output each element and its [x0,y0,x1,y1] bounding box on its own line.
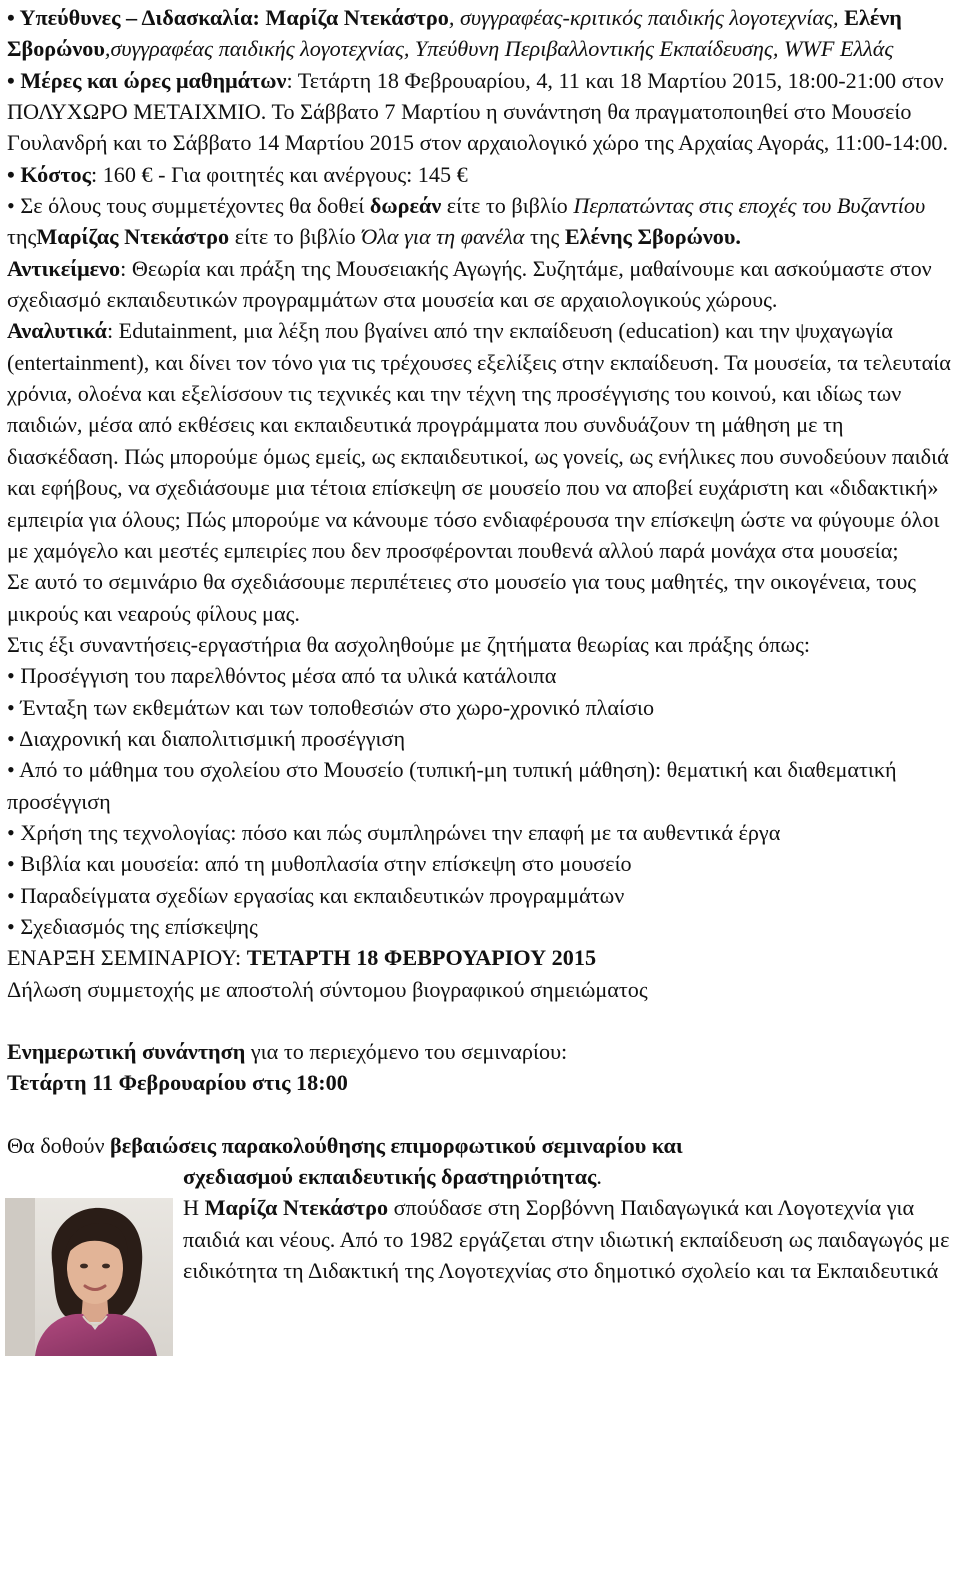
gift-author-2: Ελένης Σβορώνου [564,224,736,250]
topics-list [7,660,952,942]
list-item: • Προσέγγιση του παρελθόντος μέσα από τα υλικά κατάλοιπα [7,663,557,689]
responsible-name-2: Ελένη Σβορώνου [7,5,902,62]
spacer [7,1005,952,1036]
list-item: • Χρήση της τεχνολογίας: πόσο και πώς συμπληρώνει την επαφή με τα αυθεντικά έργα [7,819,781,845]
bio-paragraph [183,1192,952,1286]
list-item: • Βιβλία και μουσεία: από τη μυθοπλασία στην επίσκεψη στο μουσείο [7,851,632,877]
cost-paragraph [7,159,952,190]
bio-body: σπούδασε στη Σορβόννη Παιδαγωγικά και Λογοτεχνία για παιδιά και νέους. Από το 1982 εργάζεται στην ιδιωτική εκπαίδευση ως παιδαγωγός με ειδικότητα τη Διδακτική της Λογοτεχνίας στο δημοτικό σχολείο και τα Εκπαιδευτικά [183,1195,950,1284]
gift-book-1: Περπατώντας στις εποχές του Βυζαντίου [573,193,926,219]
analysis-paragraph [7,315,952,566]
certificates-bold: βεβαιώσεις παρακολούθησης επιμορφωτικού σεμιναρίου και [110,1132,683,1158]
subject-paragraph [7,253,952,316]
schedule-paragraph [7,65,952,159]
info-meeting-label: Ενημερωτική συνάντηση [7,1039,246,1064]
list-item: • Ένταξη των εκθεμάτων και των τοποθεσιών στο χωρο-χρονικό πλαίσιο [7,694,655,720]
bio-text [183,1192,952,1286]
gift-end: . [735,224,741,250]
gift-book-2: Όλα για τη φανέλα [361,224,525,250]
analysis-text: : Edutainment, μια λέξη που βγαίνει από την εκπαίδευση (education) και την ψυχαγωγία (entertainment), και δίνει τον τόνο για τις τρέχουσες εξελίξεις στην εκπαίδευση. Τα μουσεία, τα τελευταία χρόνια, ολοένα και εξελίσσουν τις τεχνικές και την τέχνη της προσέγγισης του κοινού, και ιδίως των παιδιών, μέσα από εκθέσεις και εκπαιδευτικά προγράμματα που συνδυάζουν τη μάθηση με τη διασκέδαση. Πώς μπορούμε όμως εμείς, ως εκπαιδευτικοί, ως γονείς, ως ενήλικες που συνοδεύουν παιδιά και εφήβους, να σχεδιάσουμε μια τέτοια επίσκεψη σε μουσείο που να αποβεί ευχάριστη και «διδακτική» εμπειρία για όλους; Πώς μπορούμε να κάνουμε τόσο ενδιαφέρουσα την επίσκεψη ώστε να φύγουμε όλοι με χαμόγελο και μεστές εμπειρίες που δεν προσφέρονται πουθενά αλλού παρά μονάχα στα μουσεία; [7,318,951,563]
gift-paragraph [7,190,952,253]
registration-paragraph: Δήλωση συμμετοχής με αποστολή σύντομου βιογραφικού σημειώματος [7,976,648,1002]
info-meeting-paragraph [7,1036,952,1067]
gift-free: δωρεάν [369,193,442,219]
start-date: ΤΕΤΑΡΤΗ 18 ΦΕΒΡΟΥΑΡΙΟΥ 2015 [246,945,597,971]
gift-text-1: • Σε όλους τους συμμετέχοντες θα δοθεί [7,193,370,219]
certificates-paragraph [7,1130,952,1161]
author-photo [5,1198,173,1356]
subject-text: : Θεωρία και πράξη της Μουσειακής Αγωγής. Συζητάμε, μαθαίνουμε και ασκούμαστε στον σχεδιασμό εκπαιδευτικών προγραμμάτων στα μουσεία και σε αρχαιολογικούς χώρους. [7,255,932,313]
bio-block [7,1192,952,1356]
certificates-end: . [596,1164,602,1190]
certificates-text: Θα δοθούν [7,1132,111,1158]
analysis-label: Αναλυτικά [7,318,107,344]
list-item: • Σχεδιασμός της επίσκεψης [7,913,258,939]
bio-prefix: Η [183,1195,205,1221]
responsible-role-1: , συγγραφέας-κριτικός παιδικής λογοτεχνίας, [448,5,845,30]
start-label: ΕΝΑΡΞΗ ΣΕΜΙΝΑΡΙΟΥ: [7,945,247,971]
cost-label: • Κόστος [7,161,91,187]
info-meeting-when: Τετάρτη 11 Φεβρουαρίου στις 18:00 [7,1070,348,1096]
certificates-line-2 [7,1161,952,1192]
gift-text-3: της [7,224,37,250]
gift-author-1: Μαρίζας Ντεκάστρο [36,224,230,250]
seminar-paragraph: Σε αυτό το σεμινάριο θα σχεδιάσουμε περιπέτειες στο μουσείο για τους μαθητές, την οικογένεια, τους μικρούς και νεαρούς φίλους μας. [7,569,917,626]
certificates-bold-2: σχεδιασμού εκπαιδευτικής δραστηριότητας [183,1164,597,1190]
info-meeting-text: για το περιεχόμενο του σεμιναρίου: [245,1039,568,1064]
responsible-paragraph [7,2,952,65]
schedule-label: • Μέρες και ώρες μαθημάτων [7,67,287,93]
list-item: • Παραδείγματα σχεδίων εργασίας και εκπαιδευτικών προγραμμάτων [7,882,625,908]
cost-text: : 160 € - Για φοιτητές και ανέργους: 145 € [91,161,468,187]
spacer [7,1099,952,1130]
list-item: • Διαχρονική και διαπολιτισμική προσέγγιση [7,725,406,751]
gift-text-2: είτε το βιβλίο [441,193,574,219]
responsible-label: • Υπεύθυνες – Διδασκαλία: Μαρίζα Ντεκάστρο [7,5,449,30]
responsible-role-2: ,συγγραφέας παιδικής λογοτεχνίας, Υπεύθυνη Περιβαλλοντικής Εκπαίδευσης, WWF Ελλάς [104,36,894,62]
gift-text-4: είτε το βιβλίο [229,224,362,250]
subject-label: Αντικείμενο [7,255,121,281]
list-item: • Από το μάθημα του σχολείου στο Μουσείο (τυπική-μη τυπική μάθηση): θεματική και διαθεματική προσέγγιση [7,757,897,814]
gift-text-5: της [524,224,565,250]
bio-name: Μαρίζα Ντεκάστρο [204,1195,389,1221]
schedule-text: : Τετάρτη 18 Φεβρουαρίου, 4, 11 και 18 Μαρτίου 2015, 18:00-21:00 στον ΠΟΛΥΧΩΡΟ ΜΕΤΑΙΧΜΙΟ. Το Σάββατο 7 Μαρτίου η συνάντηση θα πραγματοποιηθεί στο Μουσείο Γουλανδρή και το Σάββατο 14 Μαρτίου 2015 στον αρχαιολογικό χώρο της Αρχαίας Αγοράς, 11:00-14:00. [7,67,949,156]
start-paragraph [7,942,952,973]
workshops-paragraph: Στις έξι συναντήσεις-εργαστήρια θα ασχοληθούμε με ζητήματα θεωρίας και πράξης όπως: [7,631,811,657]
